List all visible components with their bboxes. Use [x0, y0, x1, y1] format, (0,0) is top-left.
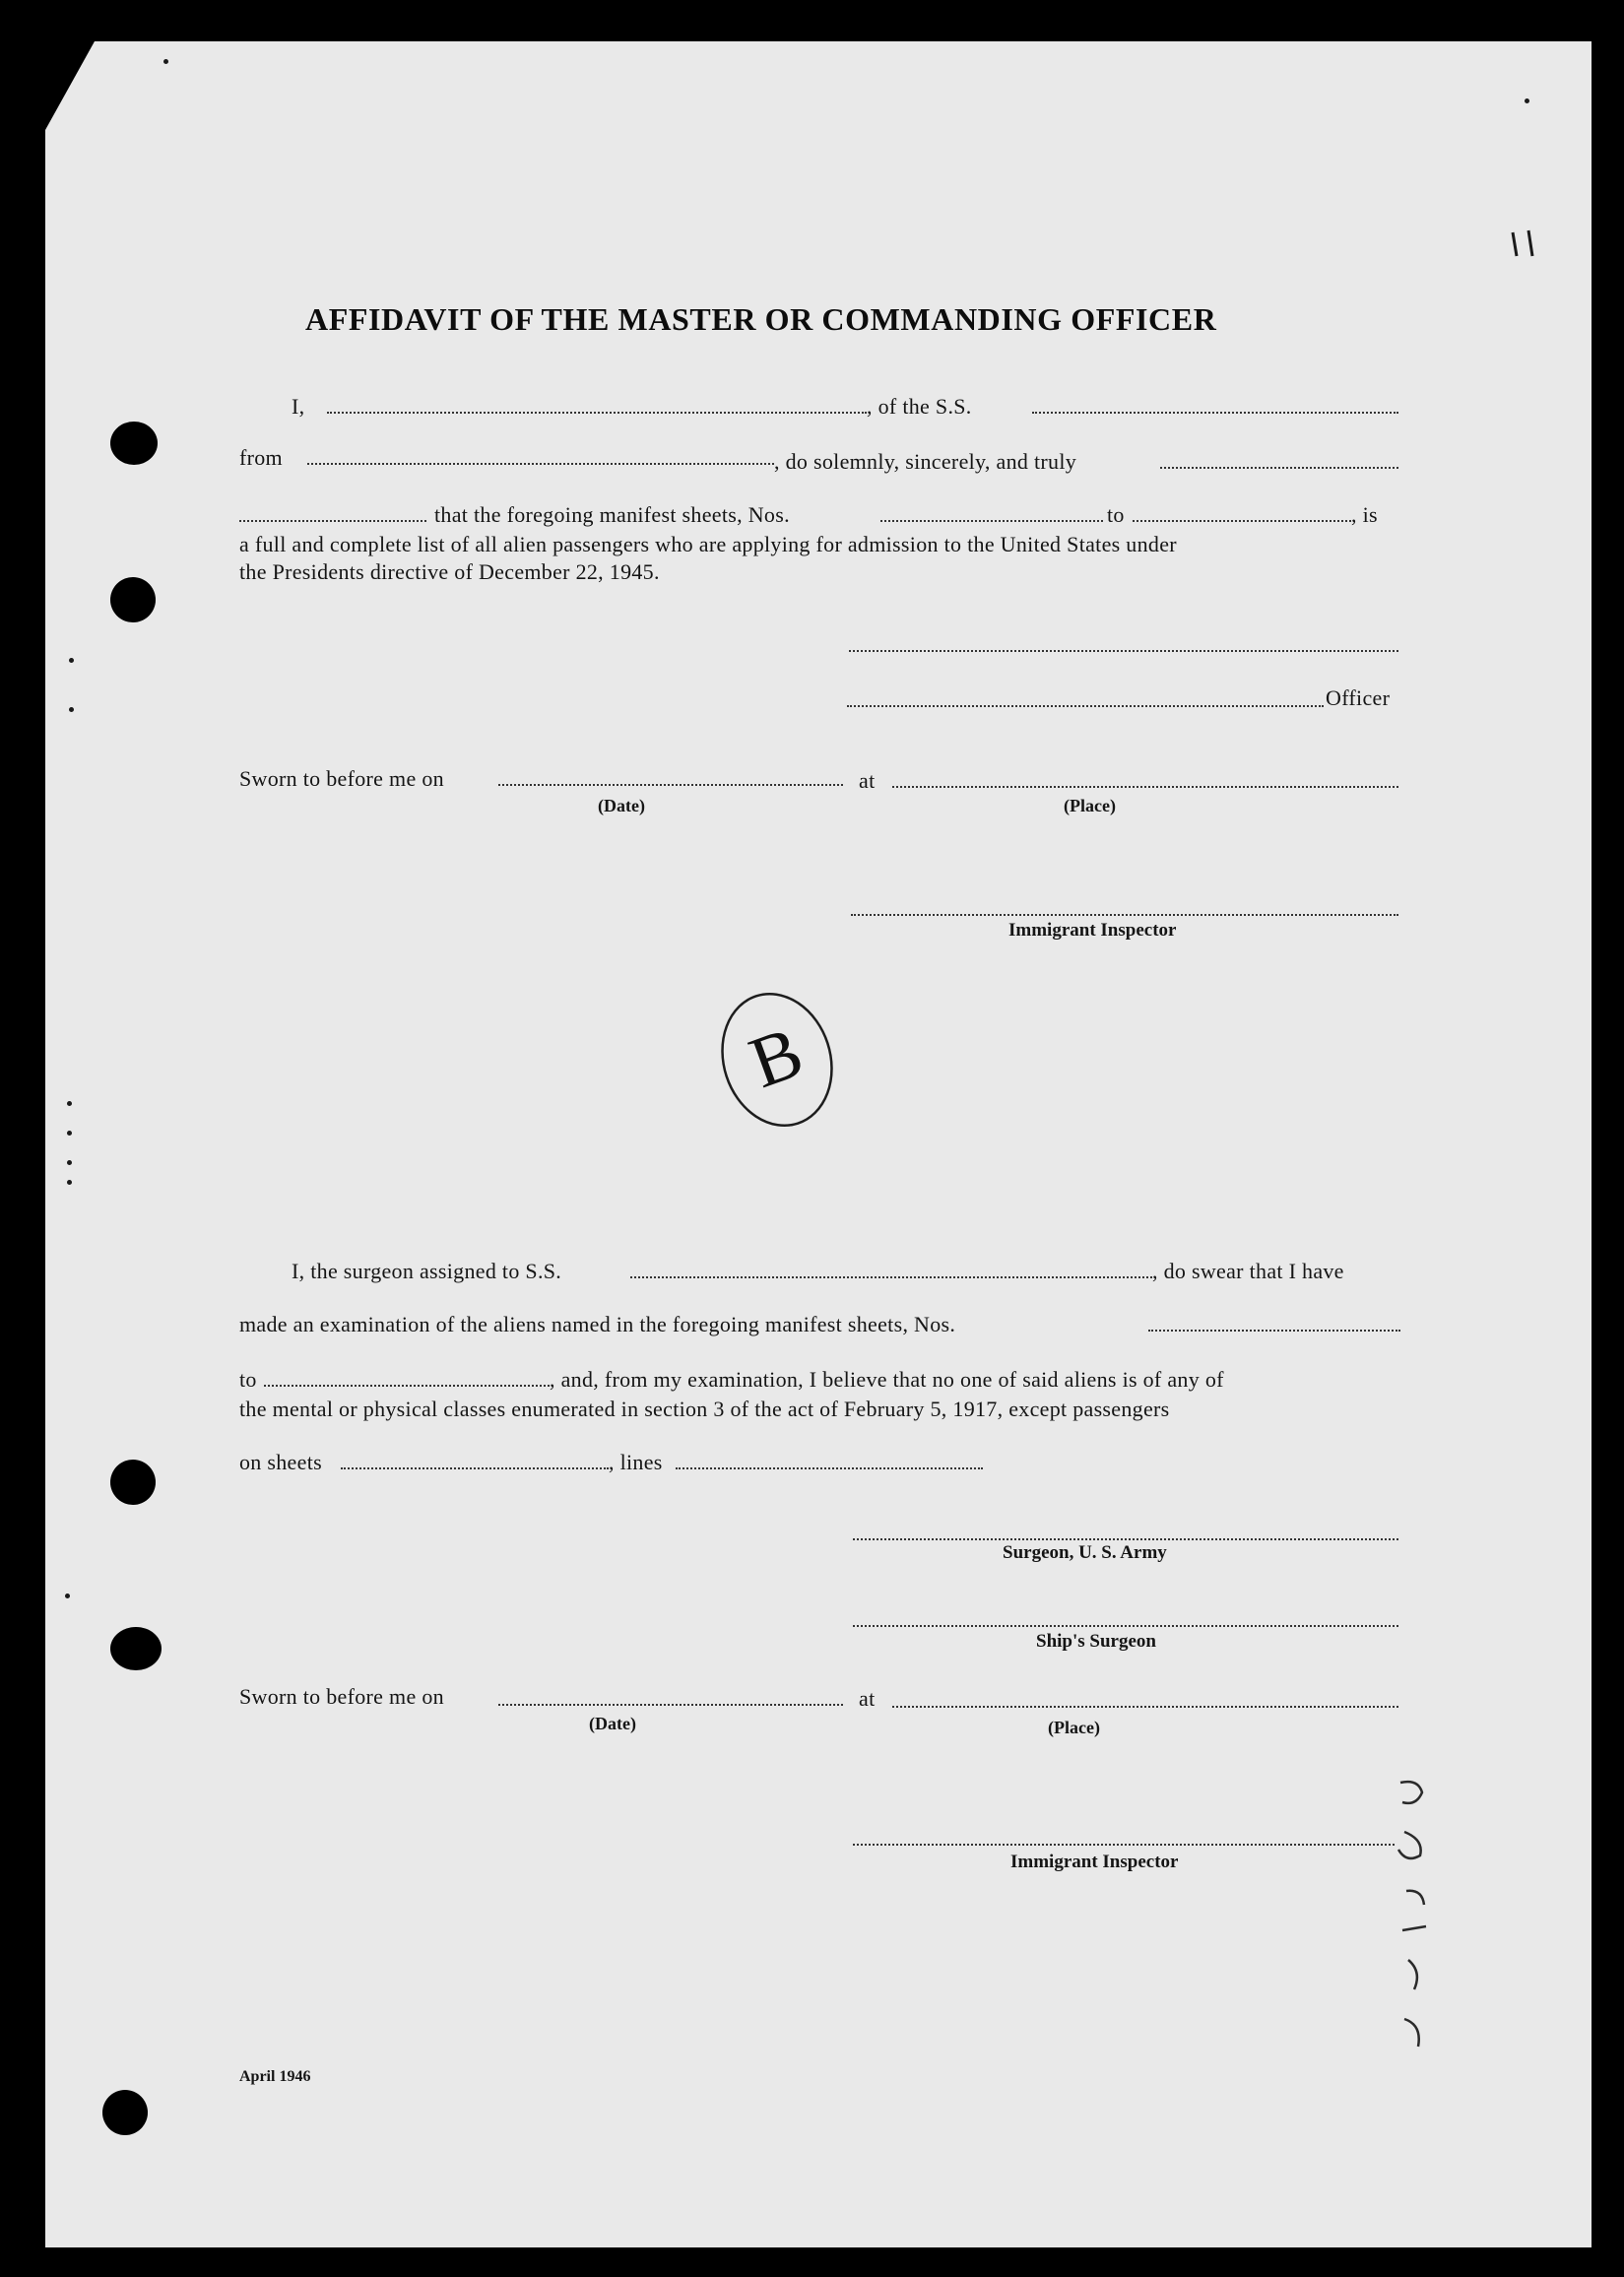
speck [67, 1101, 72, 1106]
speck [69, 707, 74, 712]
surgeon-belief-text: , and, from my examination, I believe that no one of said aliens is of any of [550, 1367, 1224, 1392]
punch-hole [110, 1460, 156, 1505]
surgeon-examination-text: made an examination of the aliens named in the foregoing manifest sheets, Nos. [239, 1312, 956, 1336]
master-oath-field[interactable] [1160, 467, 1398, 469]
surgeon-nos-to-field[interactable] [264, 1385, 550, 1387]
master-nos-to-field[interactable] [1133, 520, 1351, 522]
master-ship-label: , of the S.S. [867, 394, 972, 419]
master-ship-field[interactable] [1032, 412, 1398, 414]
surgeon-ship-field[interactable] [630, 1276, 1152, 1278]
ship-surgeon-label: Ship's Surgeon [1036, 1631, 1156, 1652]
surgeon-date-caption: (Date) [589, 1714, 636, 1733]
surgeon-to-label: to [239, 1367, 257, 1392]
master-from-field[interactable] [307, 463, 774, 465]
army-surgeon-signature-line[interactable] [853, 1538, 1398, 1540]
stamp-b-icon [714, 985, 842, 1133]
officer-signature-line-1[interactable] [849, 650, 1398, 652]
surgeon-sworn-place-field[interactable] [892, 1706, 1398, 1708]
master-inspector-label: Immigrant Inspector [1008, 920, 1177, 941]
speck [67, 1160, 72, 1165]
surgeon-at-label: at [859, 1686, 876, 1711]
surgeon-sworn-date-field[interactable] [498, 1704, 843, 1706]
form-date-footer: April 1946 [239, 2068, 311, 2085]
punch-hole [102, 2090, 148, 2135]
speck [67, 1131, 72, 1136]
master-to-label: to [1107, 502, 1125, 527]
surgeon-inspector-signature-line[interactable] [853, 1844, 1395, 1846]
surgeon-sheets-field[interactable] [341, 1467, 609, 1469]
stamp-letter: B [740, 1011, 813, 1105]
master-sworn-text: Sworn to before me on [239, 766, 444, 791]
master-sworn-date-field[interactable] [498, 784, 843, 786]
officer-label: Officer [1326, 685, 1391, 710]
surgeon-swear-text: , do swear that I have [1152, 1259, 1344, 1283]
margin-handwriting-icon [1379, 1763, 1448, 2088]
master-is-label: , is [1351, 502, 1378, 527]
form-title: AFFIDAVIT OF THE MASTER OR COMMANDING OFFICER [305, 301, 1217, 337]
surgeon-lines-field[interactable] [676, 1467, 983, 1469]
master-inspector-signature-line[interactable] [851, 914, 1398, 916]
surgeon-inspector-label: Immigrant Inspector [1010, 1852, 1179, 1872]
corner-mark-icon [1507, 227, 1546, 266]
master-i-label: I, [292, 394, 305, 419]
master-at-label: at [859, 768, 876, 793]
master-date-caption: (Date) [598, 796, 645, 815]
surgeon-sworn-text: Sworn to before me on [239, 1684, 444, 1709]
master-list-text: a full and complete list of all alien passengers who are applying for admission to the United States under [239, 532, 1177, 556]
surgeon-place-caption: (Place) [1048, 1718, 1100, 1737]
punch-hole [110, 1627, 162, 1670]
surgeon-sheets-label: on sheets [239, 1450, 322, 1474]
surgeon-lines-label: , lines [609, 1450, 663, 1474]
speck [163, 59, 168, 64]
master-directive-text: the Presidents directive of December 22, 1945. [239, 559, 660, 584]
surgeon-classes-text: the mental or physical classes enumerated in section 3 of the act of February 5, 1917, except passengers [239, 1397, 1170, 1421]
master-place-caption: (Place) [1064, 796, 1116, 815]
surgeon-nos-field[interactable] [1148, 1330, 1400, 1332]
master-manifest-text: that the foregoing manifest sheets, Nos. [434, 502, 790, 527]
master-nos-from-field[interactable] [880, 520, 1103, 522]
speck [69, 658, 74, 663]
master-oath-field-cont[interactable] [239, 520, 426, 522]
punch-hole [110, 422, 158, 465]
master-from-label: from [239, 445, 283, 470]
army-surgeon-label: Surgeon, U. S. Army [1003, 1542, 1167, 1563]
master-sworn-place-field[interactable] [892, 786, 1398, 788]
officer-signature-line-2[interactable] [847, 705, 1324, 707]
speck [1525, 98, 1529, 103]
ship-surgeon-signature-line[interactable] [853, 1625, 1398, 1627]
speck [65, 1594, 70, 1598]
master-name-field[interactable] [327, 412, 867, 414]
document-page [45, 41, 1592, 2247]
punch-hole [110, 577, 156, 622]
speck [67, 1180, 72, 1185]
surgeon-assigned-text: I, the surgeon assigned to S.S. [292, 1259, 562, 1283]
master-solemnly-text: , do solemnly, sincerely, and truly [774, 449, 1077, 474]
